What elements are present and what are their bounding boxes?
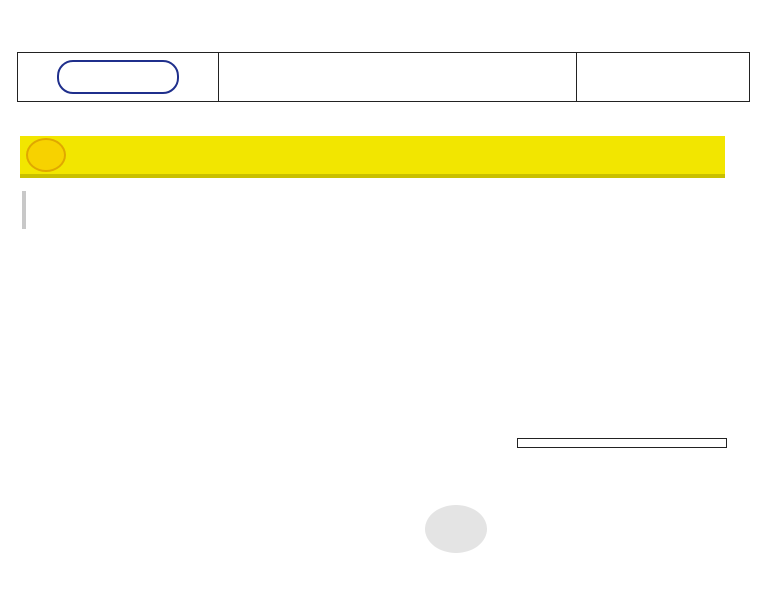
matrix-banner [20,136,725,178]
logo-badge [57,60,179,94]
conventions-box [517,438,727,448]
document-title [219,53,577,101]
document-number [577,53,749,101]
col-sga [25,192,26,229]
document-header [17,52,750,102]
safety-work-watermark [425,505,487,553]
safety-work-badge [26,138,66,172]
conventions-legend [517,432,727,448]
company-logo [18,53,219,101]
class-table [22,191,26,229]
